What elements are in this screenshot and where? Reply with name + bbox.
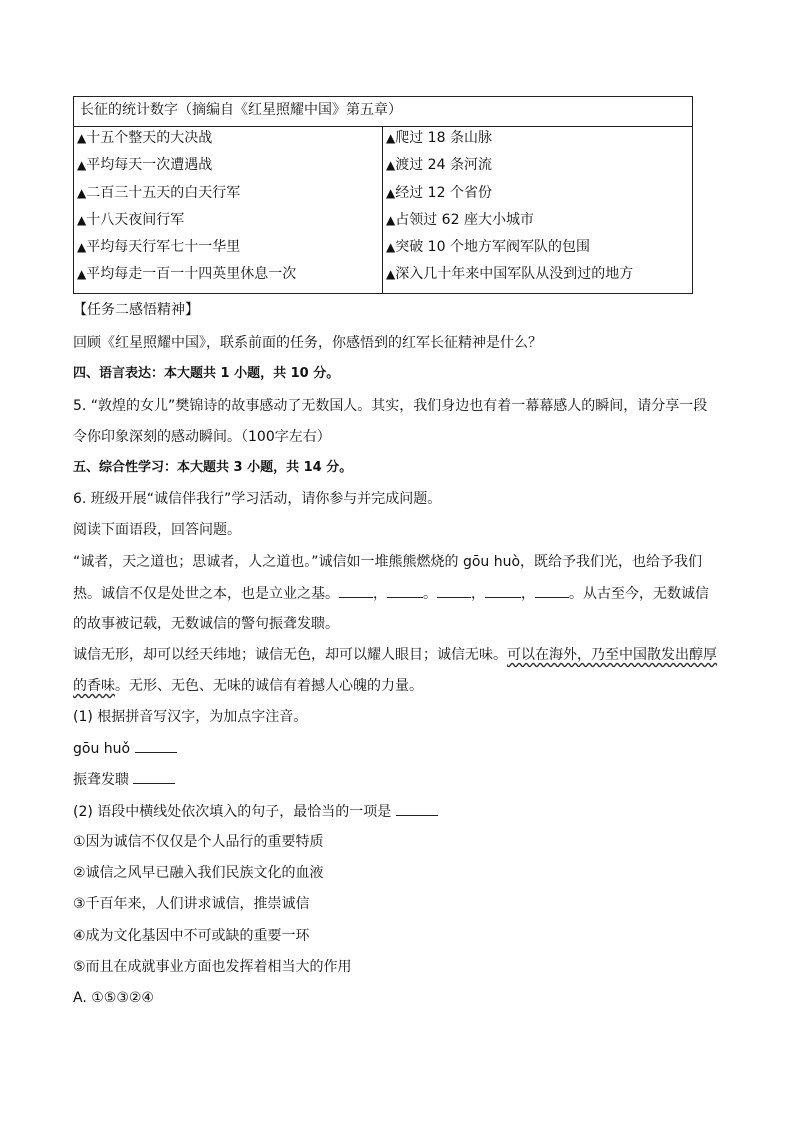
- fill-blank-3[interactable]: [437, 583, 471, 598]
- bullet-icon: ▲: [77, 131, 87, 145]
- option-5: ⑤而且在成就事业方面也发挥着相当大的作用: [73, 959, 352, 975]
- table-row: ▲二百三十五天的白天行军: [77, 184, 241, 201]
- table-row: ▲平均每天一次遭遇战: [77, 157, 213, 174]
- option-2: ②诚信之风早已融入我们民族文化的血液: [73, 865, 324, 881]
- sub-question-2: (2) 语段中横线处依次填入的句子，最恰当的一项是: [73, 801, 438, 822]
- table-row: ▲渡过 24 条河流: [386, 157, 492, 174]
- table-row: ▲平均每走一百一十四英里休息一次: [77, 266, 297, 283]
- idiom-text: 振聋发聩: [73, 772, 129, 788]
- table-row: ▲经过 12 个省份: [386, 184, 492, 201]
- section5-header: 五、综合性学习：本大题共 3 小题，共 14 分。: [73, 460, 353, 475]
- passage-line1: “诚者，天之道也；思诚者，人之道也。”诚信如一堆熊熊燃烧的 gōu huò，既给予我们光，也给予我们: [73, 554, 703, 570]
- wavy-underlined-sentence-end: 的香味: [73, 678, 115, 694]
- q5-text-line2: 令你印象深刻的感动瞬间。（100字左右）: [73, 429, 331, 445]
- bullet-icon: ▲: [77, 185, 87, 200]
- fill-blank-4[interactable]: [485, 583, 521, 598]
- passage-line4: 诚信无形，却可以经天纬地；诚信无色，却可以耀人眼目；诚信无味。可以在海外，乃至中国散发出醇厚: [73, 647, 717, 663]
- task2-title: 【任务二感悟精神】: [73, 302, 199, 318]
- table-body: [74, 127, 692, 293]
- fill-blank-1[interactable]: [339, 583, 373, 598]
- passage-line3: 的故事被记载，无数诚信的警句振聋发聩。: [73, 616, 339, 632]
- bullet-icon: ▲: [77, 212, 87, 227]
- bullet-icon: ▲: [386, 212, 396, 227]
- read-prompt: 阅读下面语段，回答问题。: [73, 522, 241, 538]
- long-march-stats-table: [73, 96, 693, 294]
- table-row: ▲爬过 18 条山脉: [386, 130, 492, 146]
- idiom-answer-line: [73, 769, 175, 790]
- bullet-icon: ▲: [77, 158, 87, 173]
- bullet-icon: ▲: [77, 240, 87, 255]
- q6-intro: 6. 班级开展“诚信伴我行”学习活动，请你参与并完成问题。: [73, 491, 442, 507]
- task2-question: 回顾《红星照耀中国》，联系前面的任务，你感悟到的红军长征精神是什么？: [73, 335, 542, 351]
- option-3: ③千百年来，人们讲求诚信，推崇诚信: [73, 896, 310, 912]
- option-1: ①因为诚信不仅仅是个人品行的重要特质: [73, 834, 324, 850]
- choice-answer-blank[interactable]: [396, 801, 438, 816]
- pinyin-answer-blank[interactable]: [135, 738, 177, 753]
- passage-line5: 的香味。无形、无色、无味的诚信有着撼人心魄的力量。: [73, 678, 423, 694]
- section4-header: 四、语言表达：本大题共 1 小题，共 10 分。: [73, 366, 340, 381]
- table-row: ▲占领过 62 座大小城市: [386, 211, 534, 228]
- table-row: ▲十五个整天的大决战: [77, 130, 213, 146]
- bullet-icon: ▲: [386, 131, 396, 145]
- fill-blank-5[interactable]: [535, 583, 569, 598]
- option-4: ④成为文化基因中不可或缺的重要一环: [73, 928, 310, 944]
- table-caption: 长征的统计数字（摘编自《红星照耀中国》第五章）: [74, 97, 692, 127]
- table-row: ▲深入几十年来中国军队从没到过的地方: [386, 266, 634, 283]
- wavy-underlined-sentence: 可以在海外，乃至中国散发出醇厚: [507, 647, 717, 663]
- pinyin-answer-line: [73, 738, 177, 759]
- idiom-answer-blank[interactable]: [133, 769, 175, 784]
- bullet-icon: ▲: [77, 267, 87, 282]
- table-row: ▲十八天夜间行军: [77, 211, 185, 228]
- table-row: ▲平均每天行军七十一华里: [77, 239, 241, 256]
- bullet-icon: ▲: [386, 267, 396, 282]
- table-left-column: [74, 127, 383, 293]
- sub-question-1: (1) 根据拼音写汉字，为加点字注音。: [73, 709, 308, 725]
- pinyin-text: gōu huǒ: [73, 741, 131, 757]
- table-row: ▲突破 10 个地方军阀军队的包围: [386, 239, 590, 256]
- bullet-icon: ▲: [386, 158, 396, 173]
- table-right-column: [383, 127, 692, 293]
- fill-blank-2[interactable]: [387, 583, 423, 598]
- q5-text-line1: 5. “敦煌的女儿”樊锦诗的故事感动了无数国人。其实，我们身边也有着一幕幕感人的瞬间，请分享一段: [73, 398, 708, 414]
- bullet-icon: ▲: [386, 240, 396, 255]
- choice-a: A. ①⑤③②④: [73, 990, 154, 1006]
- passage-line2: 热。诚信不仅是处世之本，也是立业之基。 ， 。 ， ， 。从古至今，无数诚信: [73, 583, 709, 604]
- bullet-icon: ▲: [386, 185, 396, 200]
